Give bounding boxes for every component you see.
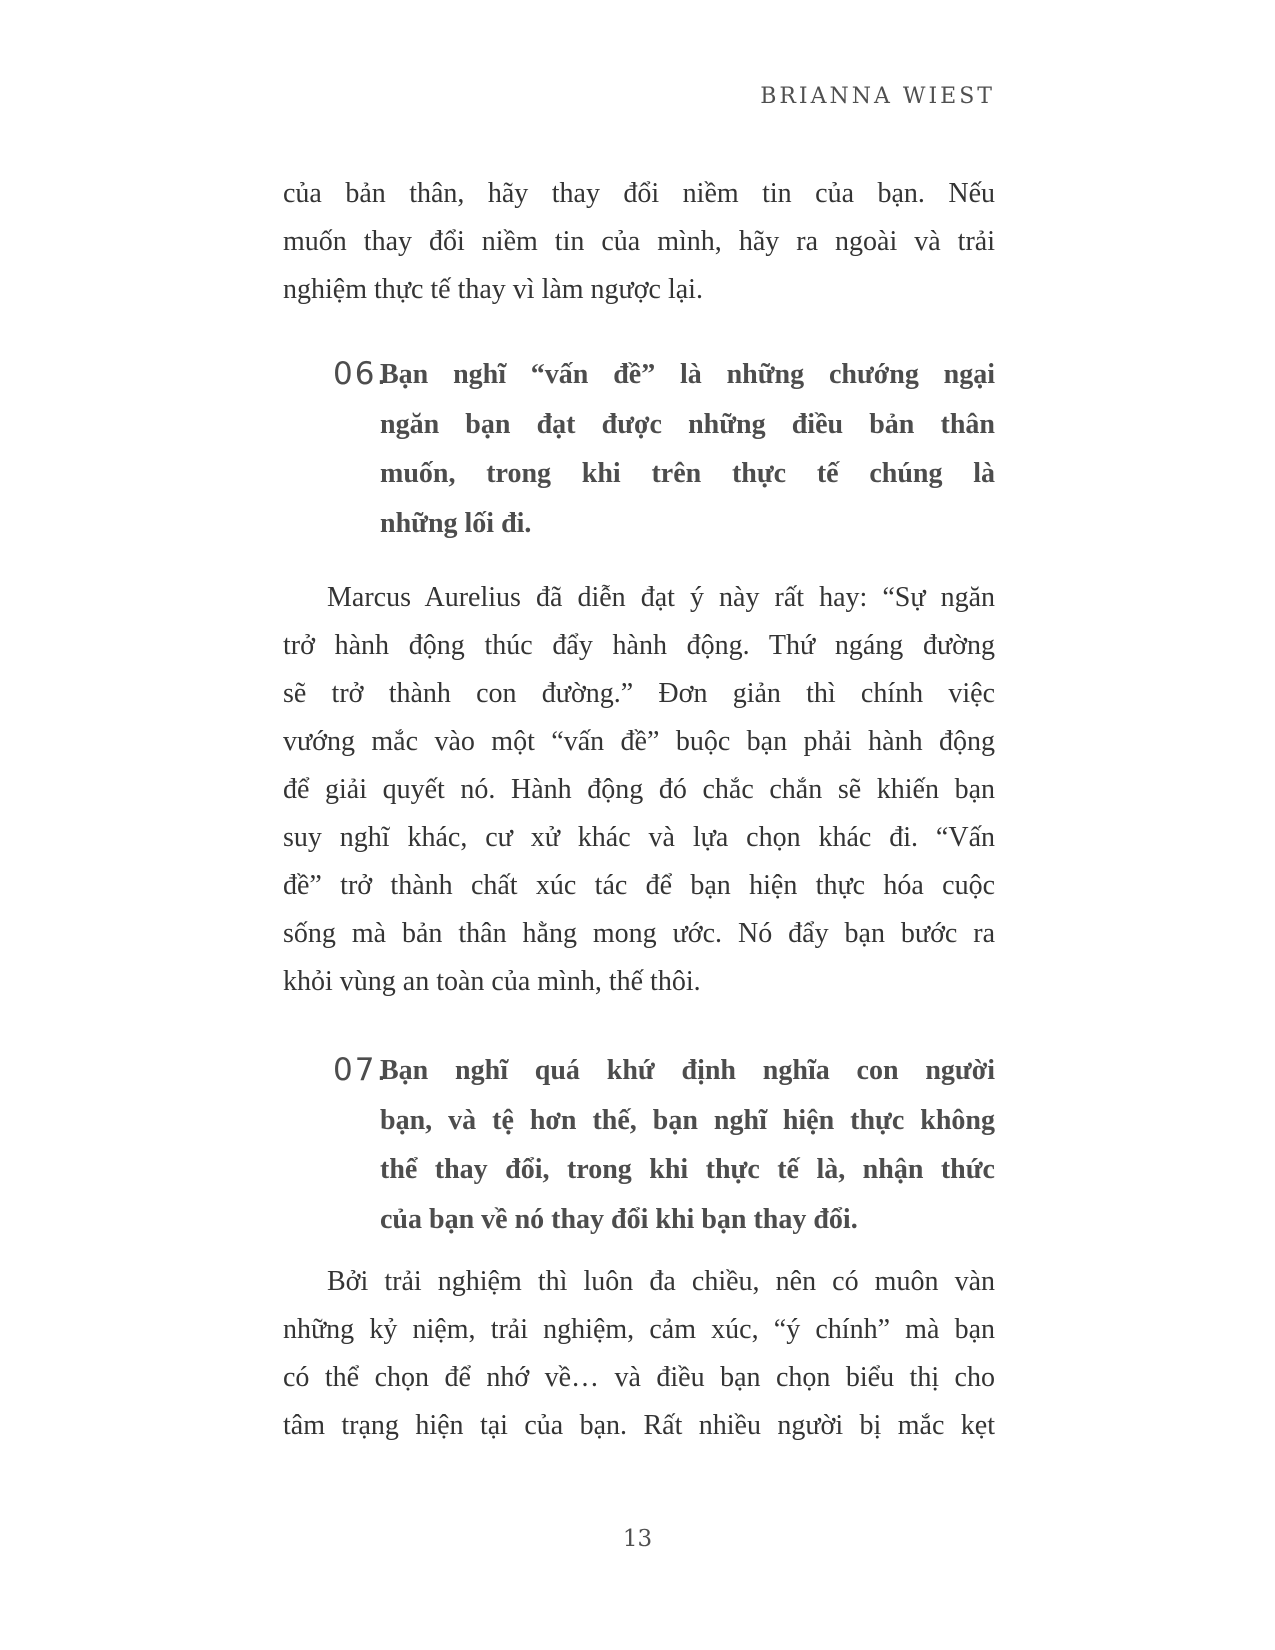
heading-line: của bạn về nó thay đổi khi bạn thay đổi.: [380, 1203, 858, 1235]
paragraph-line: suy nghĩ khác, cư xử khác và lựa chọn khác đi. “Vấn: [283, 822, 995, 853]
heading-line: Bạn nghĩ “vấn đề” là những chướng ngại: [380, 359, 995, 390]
paragraph: [283, 170, 995, 314]
paragraph: [283, 574, 995, 1006]
paragraph: [283, 1258, 995, 1450]
heading-text: [380, 1046, 995, 1244]
page-number: 13: [622, 1526, 653, 1552]
heading-text: [380, 350, 995, 548]
content: [283, 170, 995, 1450]
paragraph-line: sống mà bản thân hằng mong ước. Nó đẩy bạn bước ra: [283, 918, 995, 949]
paragraph-line: đề” trở thành chất xúc tác để bạn hiện thực hóa cuộc: [283, 870, 995, 901]
paragraph-line: vướng mắc vào một “vấn đề” buộc bạn phải hành động: [283, 726, 995, 757]
heading-line: thể thay đổi, trong khi thực tế là, nhận thức: [380, 1154, 995, 1185]
running-header: BRIANNA WIEST: [760, 84, 995, 109]
paragraph-line: nghiệm thực tế thay vì làm ngược lại.: [283, 274, 703, 305]
paragraph-line: tâm trạng hiện tại của bạn. Rất nhiều người bị mắc kẹt: [283, 1410, 995, 1441]
heading-line: muốn, trong khi trên thực tế chúng là: [380, 458, 995, 489]
paragraph-line: để giải quyết nó. Hành động đó chắc chắn sẽ khiến bạn: [283, 774, 995, 805]
paragraph-line: khỏi vùng an toàn của mình, thế thôi.: [283, 966, 701, 997]
paragraph-line: Bởi trải nghiệm thì luôn đa chiều, nên có muôn vàn: [327, 1266, 995, 1297]
paragraph-line: Marcus Aurelius đã diễn đạt ý này rất hay: “Sự ngăn: [327, 582, 995, 613]
paragraph-line: sẽ trở thành con đường.” Đơn giản thì chính việc: [283, 678, 995, 709]
heading-number: 06.: [333, 356, 389, 392]
heading-line: Bạn nghĩ quá khứ định nghĩa con người: [380, 1055, 995, 1086]
heading-number: 07.: [333, 1052, 389, 1088]
paragraph-line: những kỷ niệm, trải nghiệm, cảm xúc, “ý chính” mà bạn: [283, 1314, 995, 1345]
paragraph-line: có thể chọn để nhớ về… và điều bạn chọn biểu thị cho: [283, 1362, 995, 1393]
heading-line: ngăn bạn đạt được những điều bản thân: [380, 408, 995, 440]
section-heading: [283, 350, 995, 548]
heading-line: những lối đi.: [380, 507, 532, 539]
heading-line: bạn, và tệ hơn thế, bạn nghĩ hiện thực không: [380, 1104, 995, 1136]
paragraph-line: trở hành động thúc đẩy hành động. Thứ ngáng đường: [283, 630, 995, 661]
paragraph-line: muốn thay đổi niềm tin của mình, hãy ra ngoài và trải: [283, 226, 995, 257]
paragraph-line: của bản thân, hãy thay đổi niềm tin của bạn. Nếu: [283, 178, 995, 209]
section-heading: [283, 1046, 995, 1244]
